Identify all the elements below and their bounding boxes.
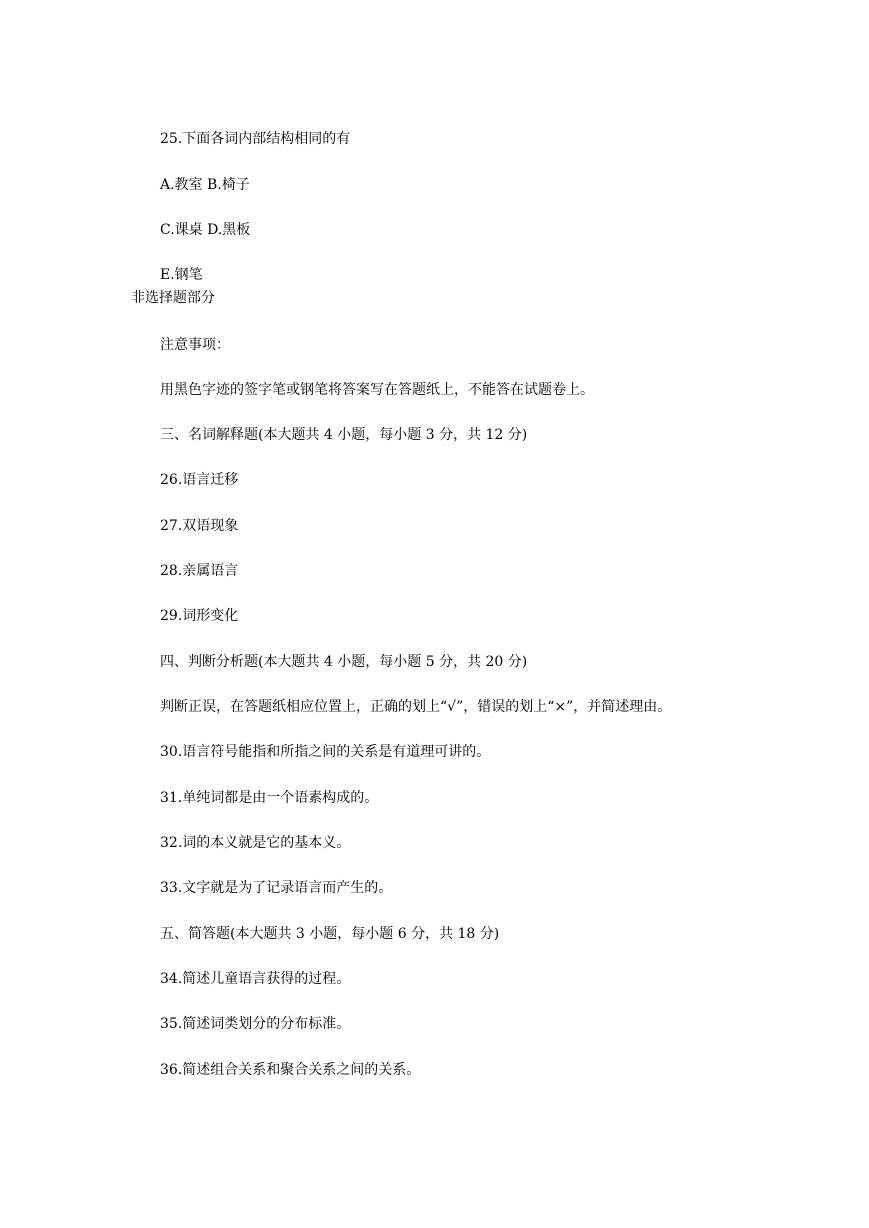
- section-four-instructions: 判断正误，在答题纸相应位置上，正确的划上“√”，错误的划上“×”，并简述理由。: [160, 699, 672, 715]
- section-five-heading: 五、简答题(本大题共 3 小题，每小题 6 分，共 18 分): [160, 926, 500, 942]
- question-36: 36.简述组合关系和聚合关系之间的关系。: [160, 1062, 421, 1078]
- notes-heading: 注意事项：: [160, 337, 230, 353]
- question-30: 30.语言符号能指和所指之间的关系是有道理可讲的。: [160, 744, 491, 760]
- section-three-heading: 三、名词解释题(本大题共 4 小题，每小题 3 分，共 12 分): [160, 427, 528, 443]
- question-34: 34.简述儿童语言获得的过程。: [160, 971, 351, 987]
- question-33: 33.文字就是为了记录语言而产生的。: [160, 880, 393, 896]
- question-26: 26.语言迁移: [160, 472, 239, 488]
- section-heading-non-choice: 非选择题部分: [131, 290, 215, 306]
- question-29: 29.词形变化: [160, 608, 239, 624]
- options-c-d: C.课桌 D.黑板: [160, 222, 251, 238]
- question-35: 35.简述词类划分的分布标准。: [160, 1016, 351, 1032]
- option-e: E.钢笔: [160, 267, 203, 283]
- options-a-b: A.教室 B.椅子: [160, 177, 250, 193]
- notes-text: 用黑色字迹的签字笔或钢笔将答案写在答题纸上，不能答在试题卷上。: [160, 382, 594, 398]
- question-27: 27.双语现象: [160, 518, 239, 534]
- question-28: 28.亲属语言: [160, 563, 239, 579]
- question-25: 25.下面各词内部结构相同的有: [160, 131, 351, 147]
- question-31: 31.单纯词都是由一个语素构成的。: [160, 790, 379, 806]
- question-32: 32.词的本义就是它的基本义。: [160, 835, 351, 851]
- section-four-heading: 四、判断分析题(本大题共 4 小题，每小题 5 分，共 20 分): [160, 654, 528, 670]
